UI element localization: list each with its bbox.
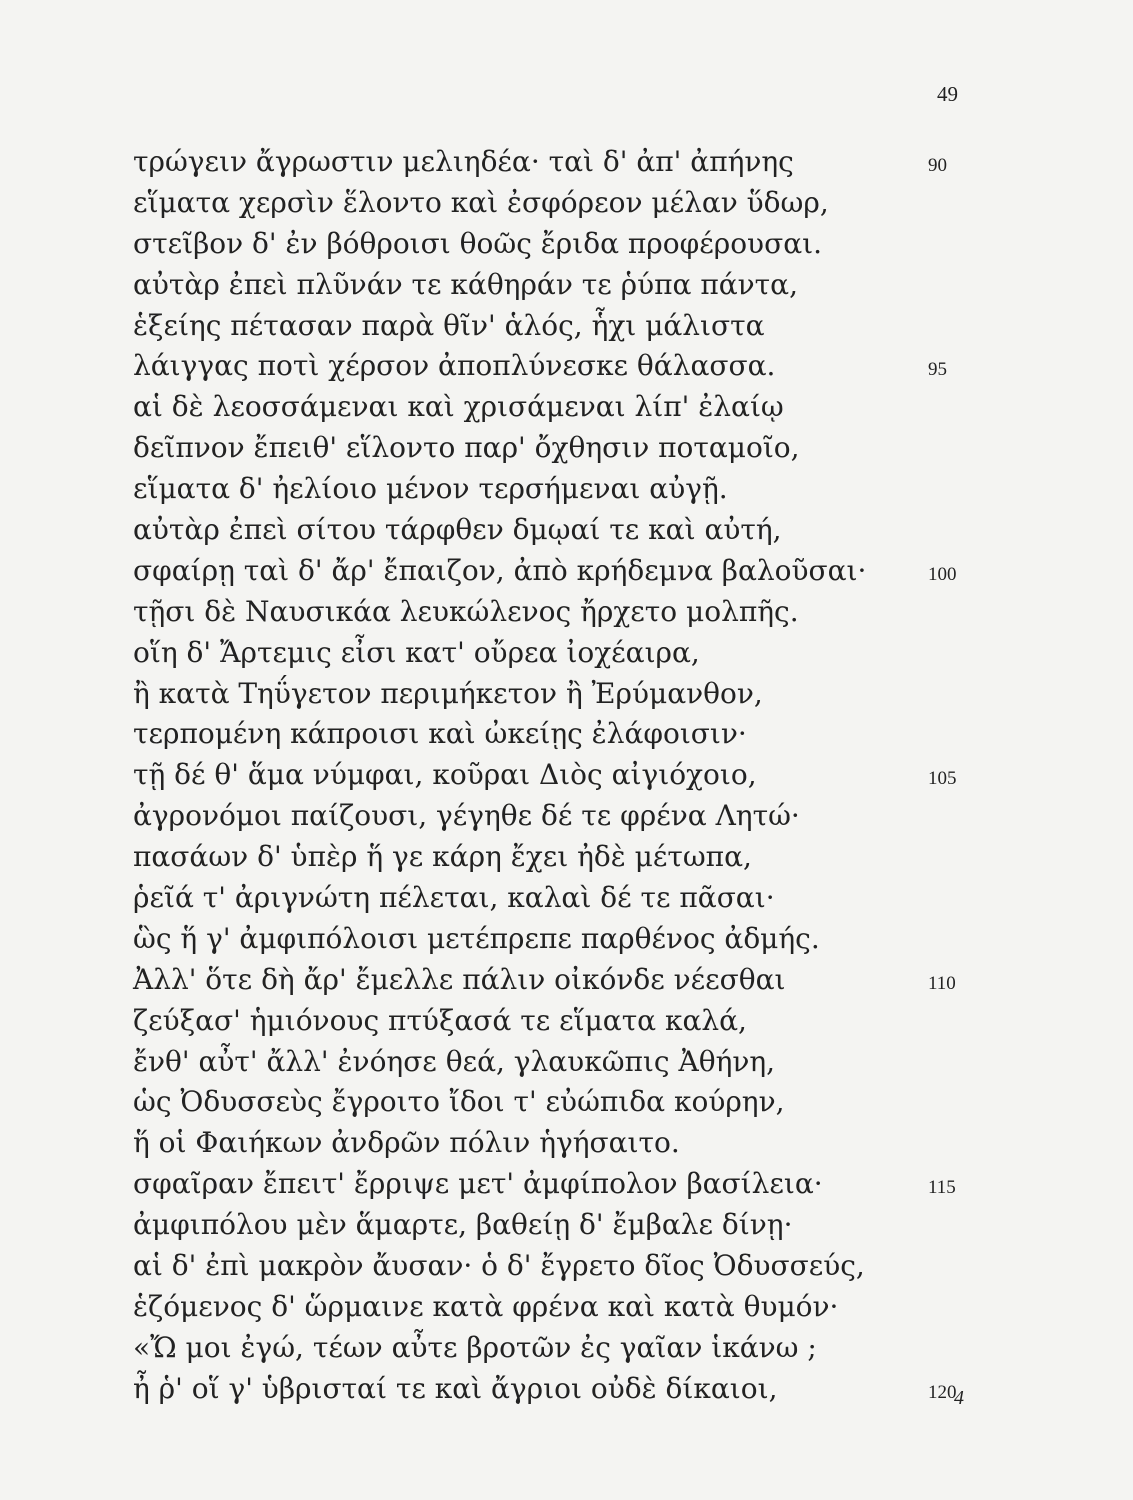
line-number: 100 <box>928 563 957 585</box>
verse-block <box>133 142 973 1410</box>
verse-text: αὐτὰρ ἐπεὶ σίτου τάρφθεν δμῳαί τε καὶ αὐτή, <box>133 513 782 547</box>
verse-text: ἥ οἱ Φαιήκων ἀνδρῶν πόλιν ἡγήσαιτο. <box>133 1126 680 1160</box>
verse-text: λάιγγας ποτὶ χέρσον ἀποπλύνεσκε θάλασσα. <box>133 349 776 383</box>
verse-text: ὡς Ὀδυσσεὺς ἔγροιτο ἴδοι τ' εὐώπιδα κούρην, <box>133 1085 785 1119</box>
verse-line <box>133 183 973 224</box>
verse-line <box>133 428 973 469</box>
verse-text: πασάων δ' ὑπὲρ ἥ γε κάρη ἔχει ἠδὲ μέτωπα, <box>133 840 752 874</box>
verse-text: αἱ δ' ἐπὶ μακρὸν ἄυσαν· ὁ δ' ἔγρετο δῖος Ὀδυσσεύς, <box>133 1249 865 1283</box>
verse-text: σφαίρῃ ταὶ δ' ἄρ' ἔπαιζον, ἀπὸ κρήδεμνα βαλοῦσαι· <box>133 553 867 587</box>
verse-line <box>133 1287 973 1328</box>
verse-line <box>133 755 973 796</box>
line-number: 120 <box>928 1381 957 1403</box>
verse-text: ἦ ῥ' οἵ γ' ὑβρισταί τε καὶ ἄγριοι οὐδὲ δίκαιοι, <box>133 1371 778 1405</box>
verse-text: ῥεῖά τ' ἀριγνώτη πέλεται, καλαὶ δέ τε πᾶσαι· <box>133 881 775 915</box>
line-number: 105 <box>928 768 957 790</box>
verse-line <box>133 1001 973 1042</box>
verse-line <box>133 1246 973 1287</box>
verse-text: τρώγειν ἄγρωστιν μελιηδέα· ταὶ δ' ἀπ' ἀπήνης <box>133 145 794 178</box>
verse-text: τερπομένη κάπροισι καὶ ὠκείῃς ἐλάφοισιν· <box>133 717 747 751</box>
verse-line <box>133 878 973 919</box>
verse-text: Ἀλλ' ὅτε δὴ ἄρ' ἔμελλε πάλιν οἰκόνδε νέεσθαι <box>133 962 786 996</box>
verse-line <box>133 346 973 387</box>
verse-line <box>133 592 973 633</box>
verse-line <box>133 142 973 183</box>
line-number: 90 <box>928 155 947 176</box>
verse-line <box>133 1123 973 1164</box>
verse-line <box>133 796 973 837</box>
verse-line <box>133 1205 973 1246</box>
verse-line <box>133 633 973 674</box>
verse-text: ἔνθ' αὖτ' ἄλλ' ἐνόησε θεά, γλαυκῶπις Ἀθήνη, <box>133 1044 776 1078</box>
verse-line <box>133 1328 973 1369</box>
verse-text: δεῖπνον ἔπειθ' εἵλοντο παρ' ὄχθησιν ποταμοῖο, <box>133 431 800 465</box>
verse-line <box>133 674 973 715</box>
verse-text: εἵματα χερσὶν ἕλοντο καὶ ἐσφόρεον μέλαν ὕδωρ, <box>133 185 829 219</box>
line-number: 115 <box>928 1177 956 1199</box>
verse-text: ὣς ἥ γ' ἀμφιπόλοισι μετέπρεπε παρθένος ἀδμής. <box>133 921 820 955</box>
verse-text: αὐτὰρ ἐπεὶ πλῦνάν τε κάθηράν τε ῥύπα πάντα, <box>133 267 798 301</box>
line-number: 110 <box>928 972 956 994</box>
verse-text: ἀγρονόμοι παίζουσι, γέγηθε δέ τε φρένα Λητώ· <box>133 799 800 833</box>
page-number: 49 <box>937 82 958 106</box>
verse-line <box>133 919 973 960</box>
verse-line <box>133 469 973 510</box>
verse-text: ἀμφιπόλου μὲν ἅμαρτε, βαθείῃ δ' ἔμβαλε δίνῃ· <box>133 1208 793 1242</box>
line-number: 95 <box>928 359 947 381</box>
verse-text: τῇ δέ θ' ἅμα νύμφαι, κοῦραι Διὸς αἰγιόχοιο, <box>133 758 757 792</box>
verse-line <box>133 551 973 592</box>
verse-line <box>133 1082 973 1123</box>
verse-line <box>133 837 973 878</box>
verse-line <box>133 510 973 551</box>
verse-text: εἵματα δ' ἠελίοιο μένον τερσήμεναι αὐγῇ. <box>133 472 728 506</box>
verse-line <box>133 960 973 1001</box>
printer-signature-mark: 4 <box>954 1387 964 1409</box>
verse-text: τῇσι δὲ Ναυσικάα λευκώλενος ἤρχετο μολπῆς. <box>133 594 799 628</box>
verse-text: ζεύξασ' ἡμιόνους πτύξασά τε εἵματα καλά, <box>133 1003 747 1037</box>
verse-line <box>133 265 973 306</box>
verse-text: οἵη δ' Ἄρτεμις εἶσι κατ' οὔρεα ἰοχέαιρα, <box>133 635 700 669</box>
verse-text: ἑζόμενος δ' ὥρμαινε κατὰ φρένα καὶ κατὰ θυμόν· <box>133 1289 839 1323</box>
verse-text: σφαῖραν ἔπειτ' ἔρριψε μετ' ἀμφίπολον βασίλεια· <box>133 1167 823 1201</box>
verse-text: ἢ κατὰ Τηΰγετον περιμήκετον ἢ Ἐρύμανθον, <box>133 676 763 710</box>
verse-line <box>133 1042 973 1083</box>
verse-line <box>133 224 973 265</box>
verse-text: αἱ δὲ λεοσσάμεναι καὶ χρισάμεναι λίπ' ἐλαίῳ <box>133 390 784 424</box>
verse-text: ἑξείης πέτασαν παρὰ θῖν' ἁλός, ἧχι μάλιστα <box>133 308 765 342</box>
verse-line <box>133 306 973 347</box>
verse-text: στεῖβον δ' ἐν βόθροισι θοῶς ἔριδα προφέρουσαι. <box>133 226 822 260</box>
verse-line <box>133 387 973 428</box>
verse-text: «Ὤ μοι ἐγώ, τέων αὖτε βροτῶν ἐς γαῖαν ἱκάνω ; <box>133 1330 817 1364</box>
verse-line <box>133 1164 973 1205</box>
verse-line <box>133 1369 973 1410</box>
verse-line <box>133 714 973 755</box>
